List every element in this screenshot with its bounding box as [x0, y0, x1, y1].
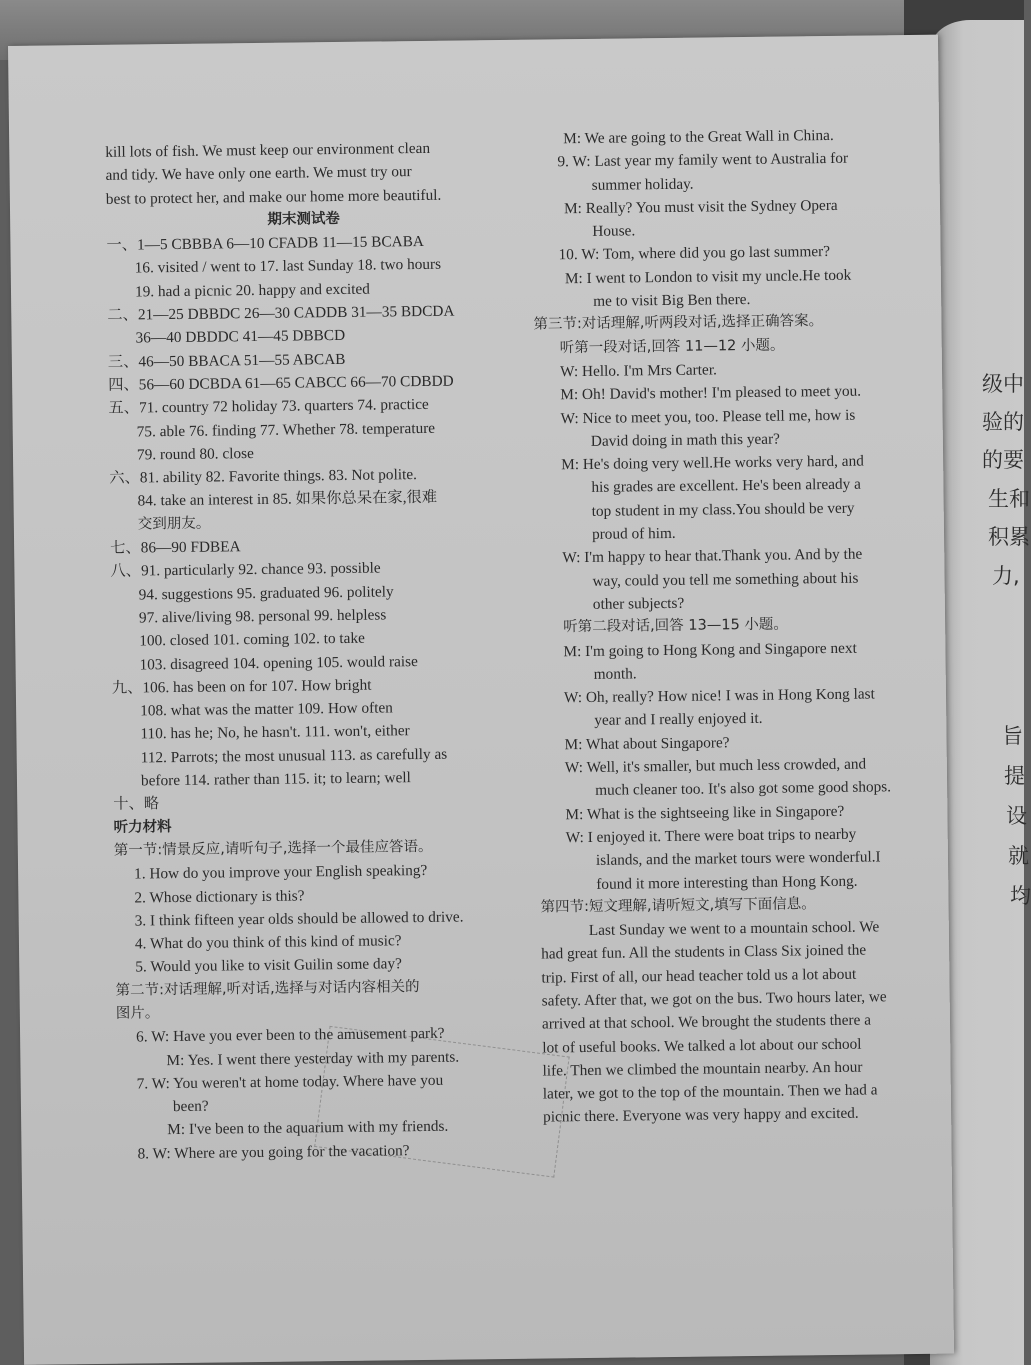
facing-page-text: 提 [1004, 764, 1025, 788]
dialog-line: M: Yes. I went there yesterday with my parents. [166, 1048, 460, 1069]
answer-line: 36—40 DBDDC 41—45 DBBCD [135, 327, 346, 347]
dialog-line: me to visit Big Ben there. [593, 291, 751, 310]
answer-line: 94. suggestions 95. graduated 96. politely [138, 582, 394, 604]
paragraph-line: kill lots of fish. We must keep our environment clean [105, 139, 431, 161]
answer-line: 三、46—50 BBACA 51—55 ABCAB [107, 350, 346, 371]
dialog-line: M: Really? You must visit the Sydney Opera [563, 196, 838, 218]
dialog-title: 听第一段对话,回答 11—12 小题。 [559, 337, 785, 356]
dialog-line: way, could you tell me something about his [592, 569, 859, 590]
dialog-line: M: What is the sightseeing like in Singapore? [565, 802, 845, 823]
dialog-line: much cleaner too. It's also got some good shops. [595, 778, 892, 800]
dialog-line: top student in my class.You should be very [591, 499, 855, 520]
dialog-line: M: We are going to the Great Wall in China. [563, 126, 834, 148]
dialog-line: M: Oh! David's mother! I'm pleased to meet you. [560, 382, 862, 404]
section-title: 图片。 [115, 1005, 160, 1022]
question-line: 1. How do you improve your English speaking? [134, 862, 428, 883]
dialog-line: 9. W: Last year my family went to Australia for [557, 150, 849, 171]
facing-page-text: 的要 [982, 448, 1024, 472]
dialog-line: M: I've been to the aquarium with my friends. [167, 1118, 449, 1139]
facing-page-text: 就 [1008, 844, 1029, 868]
right-column [531, 123, 933, 1129]
question-line: 5. Would you like to visit Guilin some day? [135, 955, 402, 976]
answer-line: 八、91. particularly 92. chance 93. possible [110, 559, 381, 581]
section-title: 第三节:对话理解,听两段对话,选择正确答案。 [533, 313, 824, 333]
section-title: 第二节:对话理解,听对话,选择与对话内容相关的 [115, 978, 420, 999]
answer-line: 19. had a picnic 20. happy and excited [134, 280, 371, 301]
dialog-line: W: Well, it's smaller, but much less crowded, and [564, 755, 867, 777]
dialog-line: House. [592, 222, 636, 241]
passage-line: arrived at that school. We brought the students there a [541, 1011, 872, 1033]
dialog-line: M: He's doing very well.He works very hard, and [561, 452, 864, 474]
answer-line: before 114. rather than 115. it; to learn; well [140, 769, 411, 790]
dialog-line: M: I'm going to Hong Kong and Singapore next [563, 639, 857, 660]
answer-line: 112. Parrots; the most unusual 113. as carefully as [140, 745, 448, 767]
left-column [105, 136, 512, 1166]
dialog-line: summer holiday. [591, 175, 694, 194]
answer-line: 79. round 80. close [136, 444, 254, 464]
passage-line: trip. First of all, our head teacher told us a lot about [541, 965, 857, 987]
passage-line: safety. After that, we got on the bus. Two hours later, we [541, 988, 887, 1010]
answer-line: 一、1—5 CBBBA 6—10 CFADB 11—15 BCABA [106, 233, 424, 254]
dialog-line: W: I enjoyed it. There were boat trips to nearby [565, 825, 857, 847]
dialog-line: W: Oh, really? How nice! I was in Hong Kong last [563, 685, 875, 707]
answer-line: 十、略 [113, 795, 160, 814]
passage-line: lot of useful books. We talked a lot about our school [542, 1035, 862, 1057]
answer-line: 交到朋友。 [137, 515, 211, 533]
dialog-line: W: Hello. I'm Mrs Carter. [559, 361, 717, 381]
facing-page-text: 设 [1006, 804, 1027, 828]
answer-line: 84. take an interest in 85. 如果你总呆在家,很难 [137, 489, 438, 510]
dialog-line: 8. W: Where are you going for the vacation? [137, 1141, 410, 1163]
answer-line: 110. has he; No, he hasn't. 111. won't, either [140, 722, 410, 743]
answer-line: 六、81. ability 82. Favorite things. 83. Not polite. [109, 466, 417, 487]
dialog-line: his grades are excellent. He's been already a [591, 476, 861, 497]
question-line: 2. Whose dictionary is this? [134, 886, 305, 907]
paragraph-line: best to protect her, and make our home more beautiful. [105, 186, 442, 208]
dialog-line: islands, and the market tours were wonderful.I [595, 848, 881, 870]
facing-page-text: 旨 [1002, 724, 1023, 748]
dialog-line: M: What about Singapore? [564, 733, 730, 753]
exam-title: 期末测试卷 [267, 210, 340, 228]
facing-page-text: 验的 [982, 410, 1024, 434]
answer-line: 16. visited / went to 17. last Sunday 18. two hours [134, 256, 442, 277]
dialog-line: year and I really enjoyed it. [594, 710, 763, 730]
answer-line: 103. disagreed 104. opening 105. would raise [139, 652, 418, 673]
passage-line: life. Then we climbed the mountain nearby. An hour [542, 1058, 863, 1080]
answer-line: 二、21—25 DBBDC 26—30 CADDB 31—35 BDCDA [107, 302, 455, 324]
answer-line: 七、86—90 FDBEA [110, 538, 241, 557]
paragraph-line: and tidy. We have only one earth. We must try our [105, 163, 412, 185]
dialog-line: M: I went to London to visit my uncle.He took [564, 266, 852, 287]
dialog-title: 听第二段对话,回答 13—15 小题。 [563, 616, 788, 636]
answer-line: 五、71. country 72 holiday 73. quarters 74. practice [108, 396, 429, 418]
section-title: 第一节:情景反应,请听句子,选择一个最佳应答语。 [113, 838, 433, 859]
dialog-line: 7. W: You weren't at home today. Where have you [136, 1071, 444, 1093]
answer-line: 75. able 76. finding 77. Whether 78. temperature [136, 419, 436, 441]
answer-line: 九、106. has been on for 107. How bright [111, 676, 372, 697]
facing-page-text: 积累 [988, 525, 1030, 549]
question-line: 3. I think fifteen year olds should be allowed to drive. [134, 908, 464, 930]
answer-line: 四、56—60 DCBDA 61—65 CABCC 66—70 CDBDD [108, 372, 454, 394]
facing-page-text: 力, [992, 564, 1020, 588]
book-page [8, 35, 954, 1365]
passage-line: Last Sunday we went to a mountain school. We [588, 918, 880, 940]
dialog-line: 6. W: Have you ever been to the amusement park? [136, 1025, 445, 1046]
dialog-line: David doing in math this year? [590, 430, 781, 450]
section-title: 第四节:短文理解,请听短文,填写下面信息。 [540, 895, 816, 916]
answer-line: 97. alive/living 98. personal 99. helpless [138, 606, 387, 627]
passage-line: had great fun. All the students in Class Six joined the [541, 941, 867, 963]
facing-page-text: 均 [1010, 884, 1031, 908]
dialog-line: other subjects? [592, 594, 685, 613]
dialog-line: found it more interesting than Hong Kong. [596, 872, 858, 893]
dialog-line: 10. W: Tom, where did you go last summer? [558, 243, 831, 264]
dialog-line: month. [593, 665, 637, 683]
listening-title: 听力材料 [113, 818, 172, 836]
dialog-line: proud of him. [591, 524, 676, 543]
answer-line: 100. closed 101. coming 102. to take [139, 629, 365, 650]
dialog-line: W: I'm happy to hear that.Thank you. And by the [562, 545, 863, 567]
passage-line: picnic there. Everyone was very happy and excited. [543, 1105, 859, 1127]
dialog-line: W: Nice to meet you, too. Please tell me, how is [560, 406, 856, 427]
facing-page-text: 生和 [988, 487, 1030, 511]
answer-line: 108. what was the matter 109. How often [140, 699, 393, 720]
passage-line: later, we got to the top of the mountain. Then we had a [542, 1081, 878, 1103]
facing-page-text: 级中 [982, 372, 1024, 396]
question-line: 4. What do you think of this kind of music? [134, 932, 402, 953]
dialog-line: been? [172, 1097, 209, 1116]
